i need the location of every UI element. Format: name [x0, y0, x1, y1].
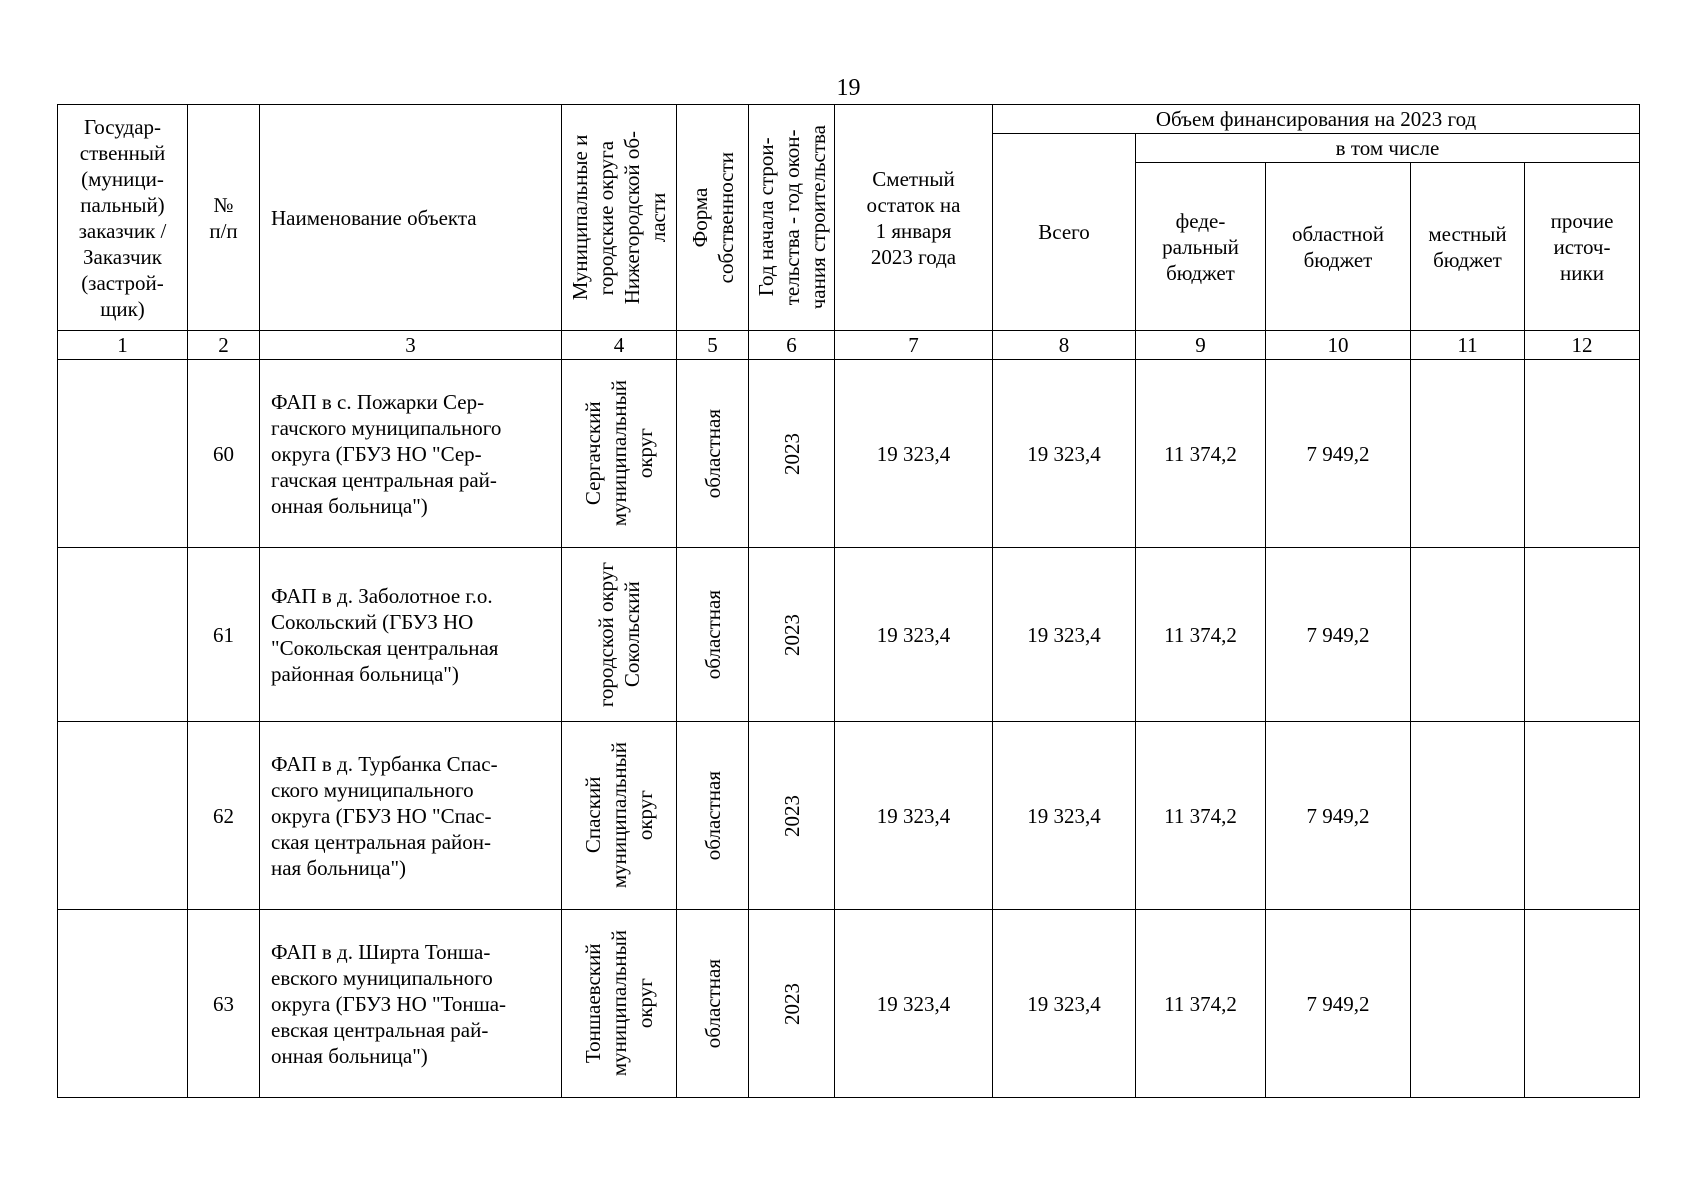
cell-years: 2023 [749, 722, 835, 910]
cell-federal: 11 374,2 [1136, 548, 1266, 722]
column-number: 10 [1266, 331, 1411, 360]
cell-customer [58, 548, 188, 722]
column-number: 11 [1411, 331, 1525, 360]
cell-ownership: областная [677, 360, 749, 548]
header-ownership: Форма собственности [677, 105, 749, 331]
financing-table [57, 104, 1640, 1098]
cell-district: Тоншаевский муниципальный округ [562, 910, 677, 1098]
cell-total: 19 323,4 [993, 360, 1136, 548]
cell-federal: 11 374,2 [1136, 910, 1266, 1098]
cell-estimate: 19 323,4 [835, 360, 993, 548]
cell-name: ФАП в д. Ширта Тонша- евского муниципального округа (ГБУЗ НО "Тонша- евская центральная рай- онная больница") [260, 910, 562, 1098]
cell-name: ФАП в д. Турбанка Спас- ского муниципального округа (ГБУЗ НО "Спас- ская центральная район- ная больница") [260, 722, 562, 910]
column-number: 1 [58, 331, 188, 360]
header-regional: областной бюджет [1266, 163, 1411, 331]
column-number: 5 [677, 331, 749, 360]
cell-years: 2023 [749, 910, 835, 1098]
cell-num: 63 [188, 910, 260, 1098]
cell-years: 2023 [749, 360, 835, 548]
cell-ownership: областная [677, 548, 749, 722]
cell-customer [58, 910, 188, 1098]
page-number: 19 [836, 75, 861, 101]
cell-total: 19 323,4 [993, 548, 1136, 722]
header-years: Год начала строи- тельства - год окон- чания строительства [749, 105, 835, 331]
cell-other [1525, 360, 1640, 548]
cell-ownership: областная [677, 910, 749, 1098]
cell-years: 2023 [749, 548, 835, 722]
header-including: в том числе [1136, 134, 1640, 163]
column-number: 2 [188, 331, 260, 360]
cell-customer [58, 722, 188, 910]
cell-estimate: 19 323,4 [835, 548, 993, 722]
cell-local [1411, 910, 1525, 1098]
cell-local [1411, 722, 1525, 910]
cell-federal: 11 374,2 [1136, 360, 1266, 548]
cell-other [1525, 910, 1640, 1098]
cell-num: 60 [188, 360, 260, 548]
cell-regional: 7 949,2 [1266, 722, 1411, 910]
cell-total: 19 323,4 [993, 910, 1136, 1098]
column-number: 9 [1136, 331, 1266, 360]
header-local: местный бюджет [1411, 163, 1525, 331]
cell-local [1411, 360, 1525, 548]
column-number: 8 [993, 331, 1136, 360]
header-other: прочие источ- ники [1525, 163, 1640, 331]
table-row [58, 548, 1640, 722]
cell-name: ФАП в д. Заболотное г.о. Сокольский (ГБУЗ НО "Сокольская центральная районная больница") [260, 548, 562, 722]
header-object-name: Наименование объекта [260, 105, 562, 331]
column-number: 7 [835, 331, 993, 360]
cell-local [1411, 548, 1525, 722]
header-number: № п/п [188, 105, 260, 331]
table-row [58, 360, 1640, 548]
cell-name: ФАП в с. Пожарки Сер- гачского муниципального округа (ГБУЗ НО "Сер- гачская центральная рай- онная больница") [260, 360, 562, 548]
cell-district: Сергачский муниципальный округ [562, 360, 677, 548]
cell-regional: 7 949,2 [1266, 548, 1411, 722]
column-number: 12 [1525, 331, 1640, 360]
column-number: 6 [749, 331, 835, 360]
cell-customer [58, 360, 188, 548]
column-number-row [58, 331, 1640, 360]
cell-district: Спаский муниципальный округ [562, 722, 677, 910]
table-row [58, 910, 1640, 1098]
header-estimate: Сметный остаток на 1 января 2023 года [835, 105, 993, 331]
cell-regional: 7 949,2 [1266, 910, 1411, 1098]
column-number: 4 [562, 331, 677, 360]
cell-other [1525, 722, 1640, 910]
cell-regional: 7 949,2 [1266, 360, 1411, 548]
header-financing: Объем финансирования на 2023 год [993, 105, 1640, 134]
cell-estimate: 19 323,4 [835, 910, 993, 1098]
cell-ownership: областная [677, 722, 749, 910]
column-number: 3 [260, 331, 562, 360]
cell-federal: 11 374,2 [1136, 722, 1266, 910]
cell-estimate: 19 323,4 [835, 722, 993, 910]
header-customer: Государ- ственный (муници- пальный) заказчик / Заказчик (застрой- щик) [58, 105, 188, 331]
header-total: Всего [993, 134, 1136, 331]
table-row [58, 722, 1640, 910]
cell-district: городской округ Сокольский [562, 548, 677, 722]
header-federal: феде- ральный бюджет [1136, 163, 1266, 331]
cell-total: 19 323,4 [993, 722, 1136, 910]
cell-other [1525, 548, 1640, 722]
cell-num: 62 [188, 722, 260, 910]
cell-num: 61 [188, 548, 260, 722]
header-district: Муниципальные и городские округа Нижегородской об- ласти [562, 105, 677, 331]
